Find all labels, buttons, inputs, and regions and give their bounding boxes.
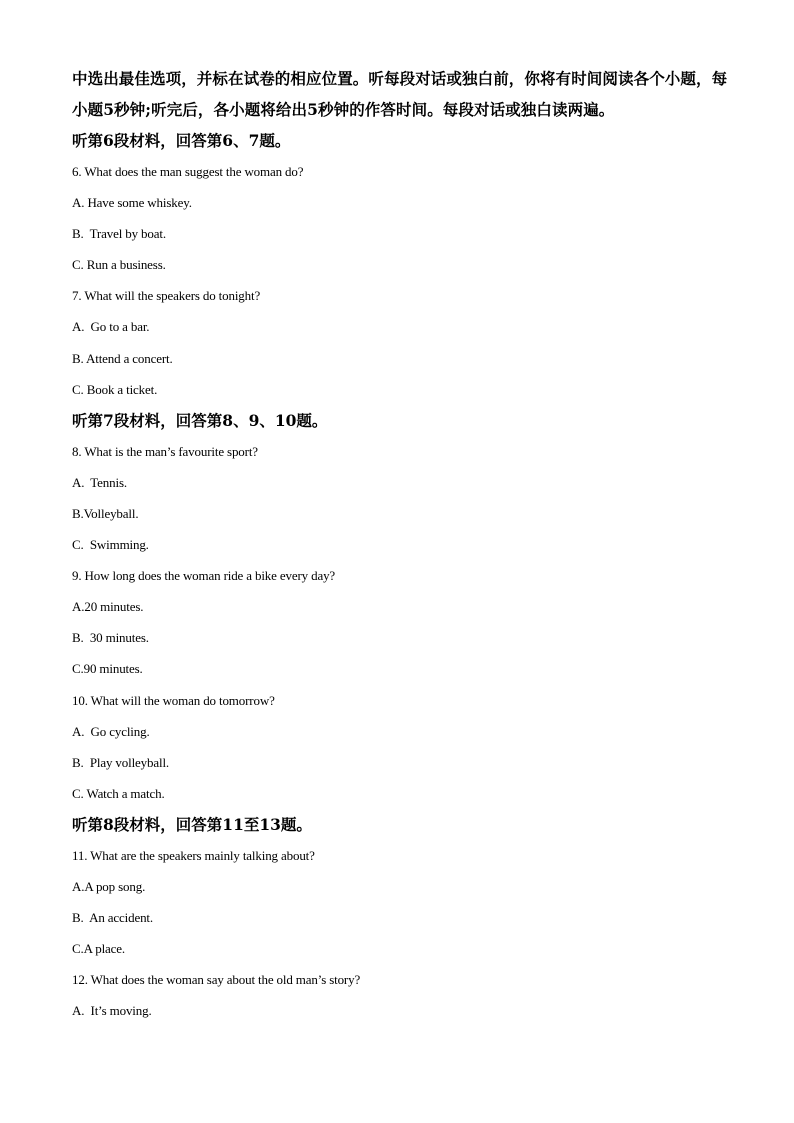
question-8-option-c: C. Swimming. bbox=[72, 537, 149, 553]
question-10-option-a: A. Go cycling. bbox=[72, 723, 150, 739]
listening-instructions: 中选出最佳选项，并标在试卷的相应位置。听每段对话或独白前，你将有时间阅读各个小题，每小题5秒钟;听完后，各小题将给出5秒钟的作答时间。每段对话或独白读两遍。 bbox=[72, 69, 728, 119]
question-12-option-a: A. It’s moving. bbox=[72, 1003, 152, 1019]
section-heading-6: 听第6段材料，回答第6、7题。 bbox=[72, 131, 291, 150]
question-12: 12. What does the woman say about the old man’s story? bbox=[72, 972, 361, 988]
question-11-option-a: A.A pop song. bbox=[72, 878, 146, 894]
question-7-option-b: B. Attend a concert. bbox=[72, 350, 173, 366]
question-6-option-c: C. Run a business. bbox=[72, 257, 166, 273]
question-11-option-b: B. An accident. bbox=[72, 910, 153, 926]
question-9: 9. How long does the woman ride a bike every day? bbox=[72, 568, 336, 584]
question-9-option-a: A.20 minutes. bbox=[72, 599, 144, 615]
question-11-option-c: C.A place. bbox=[72, 941, 126, 957]
question-7-option-c: C. Book a ticket. bbox=[72, 381, 158, 397]
question-10-option-b: B. Play volleyball. bbox=[72, 754, 170, 770]
section-heading-7: 听第7段材料，回答第8、9、10题。 bbox=[72, 410, 328, 430]
section-heading-8: 听第8段材料，回答第11至13题。 bbox=[72, 814, 312, 834]
question-7: 7. What will the speakers do tonight? bbox=[72, 288, 261, 304]
question-8: 8. What is the man’s favourite sport? bbox=[72, 443, 258, 459]
question-8-option-b: B.Volleyball. bbox=[72, 505, 139, 521]
question-9-option-b: B. 30 minutes. bbox=[72, 630, 149, 646]
question-6-option-b: B. Travel by boat. bbox=[72, 226, 166, 242]
question-6-option-a: A. Have some whiskey. bbox=[72, 195, 192, 211]
question-10: 10. What will the woman do tomorrow? bbox=[72, 692, 275, 708]
question-9-option-c: C.90 minutes. bbox=[72, 661, 143, 677]
question-11: 11. What are the speakers mainly talking about? bbox=[72, 847, 315, 863]
question-6: 6. What does the man suggest the woman do? bbox=[72, 164, 304, 179]
document-content bbox=[72, 63, 732, 1026]
question-7-option-a: A. Go to a bar. bbox=[72, 319, 150, 335]
question-10-option-c: C. Watch a match. bbox=[72, 785, 165, 801]
question-8-option-a: A. Tennis. bbox=[72, 474, 127, 490]
